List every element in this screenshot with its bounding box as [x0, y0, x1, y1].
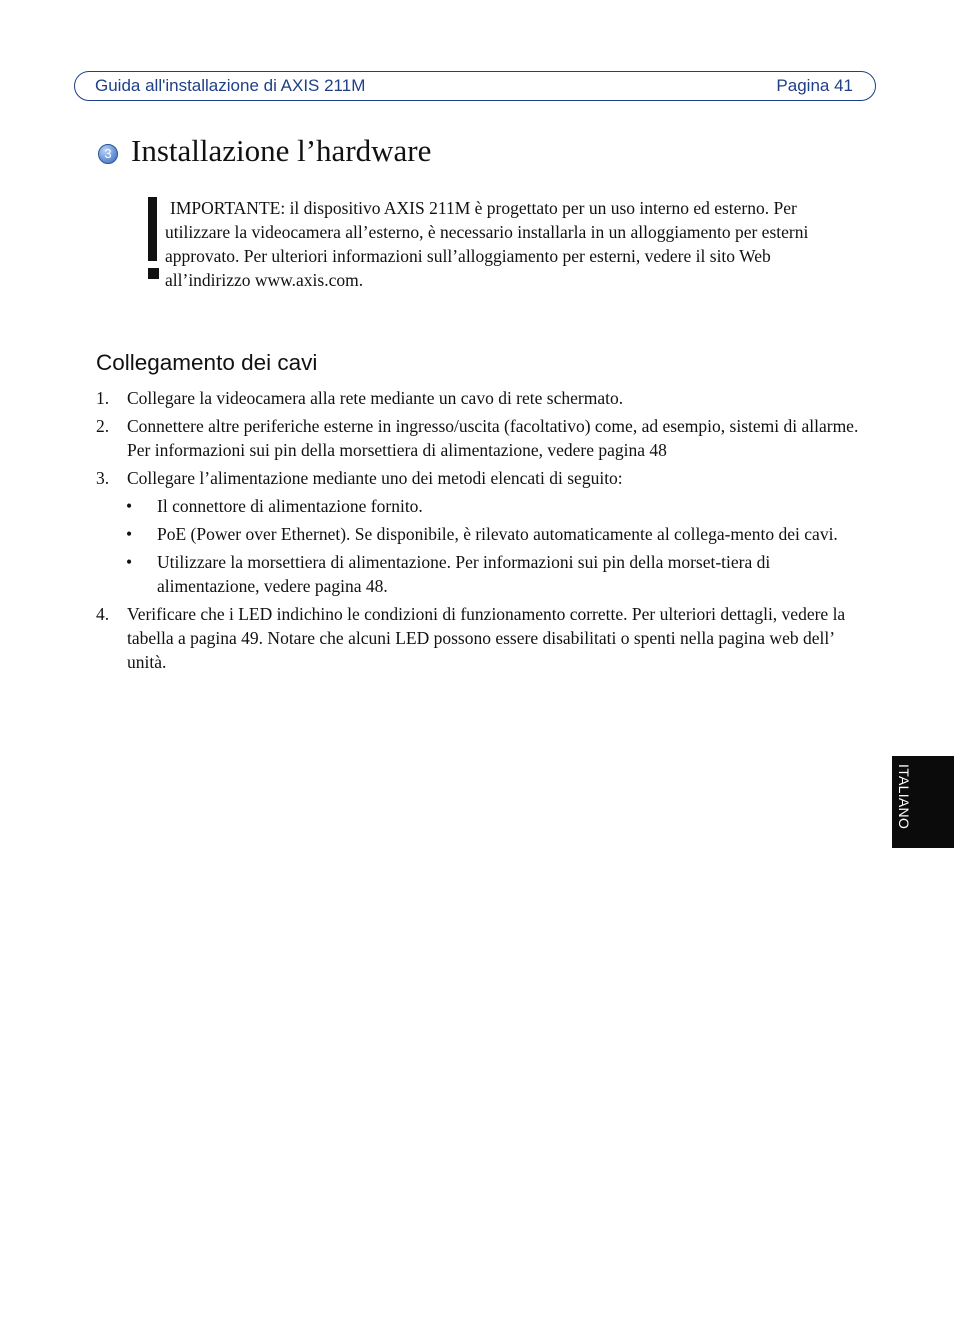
step-2: [96, 414, 861, 462]
step-number: 4.: [96, 604, 110, 624]
step-text: Verificare che i LED indichino le condizioni di funzionamento corrette. Per ulteriori dettagli, vedere la tabella a pagina 49. Notare che alcuni LED possono essere disabilitati o spenti nella pagina web dell’ unità.: [127, 604, 846, 672]
important-square-icon: [148, 268, 159, 279]
important-label: IMPORTANTE:: [170, 198, 286, 218]
power-options-list: [96, 494, 861, 598]
power-option-text: PoE (Power over Ethernet). Se disponibile, è rilevato automaticamente al collega-mento dei cavi.: [157, 524, 838, 544]
page-header: [74, 71, 876, 101]
step-text: Collegare l’alimentazione mediante uno dei metodi elencati di seguito:: [127, 468, 623, 488]
cables-heading: Collegamento dei cavi: [96, 350, 318, 375]
bullet-icon: •: [126, 496, 133, 516]
power-option: [96, 522, 861, 546]
power-option-text: Il connettore di alimentazione fornito.: [157, 496, 423, 516]
section-number-badge: 3: [98, 144, 118, 164]
step-1: [96, 386, 861, 410]
section-title: Installazione l’hardware: [131, 133, 432, 168]
step-3: [96, 466, 861, 490]
step-text: Collegare la videocamera alla rete mediante un cavo di rete schermato.: [127, 388, 624, 408]
language-label: ITALIANO: [896, 764, 912, 830]
important-icon: [148, 197, 157, 261]
step-number: 1.: [96, 388, 110, 408]
power-option: [96, 550, 861, 598]
cable-steps-list: [96, 386, 861, 678]
power-option: [96, 494, 861, 518]
step-4: [96, 602, 861, 674]
guide-title: Guida all'installazione di AXIS 211M: [95, 76, 366, 95]
power-option-text: Utilizzare la morsettiera di alimentazione. Per informazioni sui pin della morset-tiera di alimentazione, vedere pagina 48.: [157, 552, 771, 596]
step-number: 2.: [96, 416, 110, 436]
bullet-icon: •: [126, 552, 133, 572]
important-body: il dispositivo AXIS 211M è progettato per un uso interno ed esterno. Per utilizzare la videocamera all’esterno, è necessario installarla in un alloggiamento per esterni approvato. Per ulteriori informazioni sull’alloggiamento per esterni, vedere il sito Web all’indirizzo www.axis.com.: [165, 198, 809, 290]
language-tab: [892, 756, 954, 848]
step-number: 3.: [96, 468, 110, 488]
important-note: [165, 196, 855, 292]
bullet-icon: •: [126, 524, 133, 544]
page-number: Pagina 41: [776, 76, 853, 95]
step-text: Connettere altre periferiche esterne in ingresso/uscita (facoltativo) come, ad esempio, sistemi di allarme. Per informazioni sui pin della morsettiera di alimentazione, vedere pagina 48: [127, 416, 859, 460]
